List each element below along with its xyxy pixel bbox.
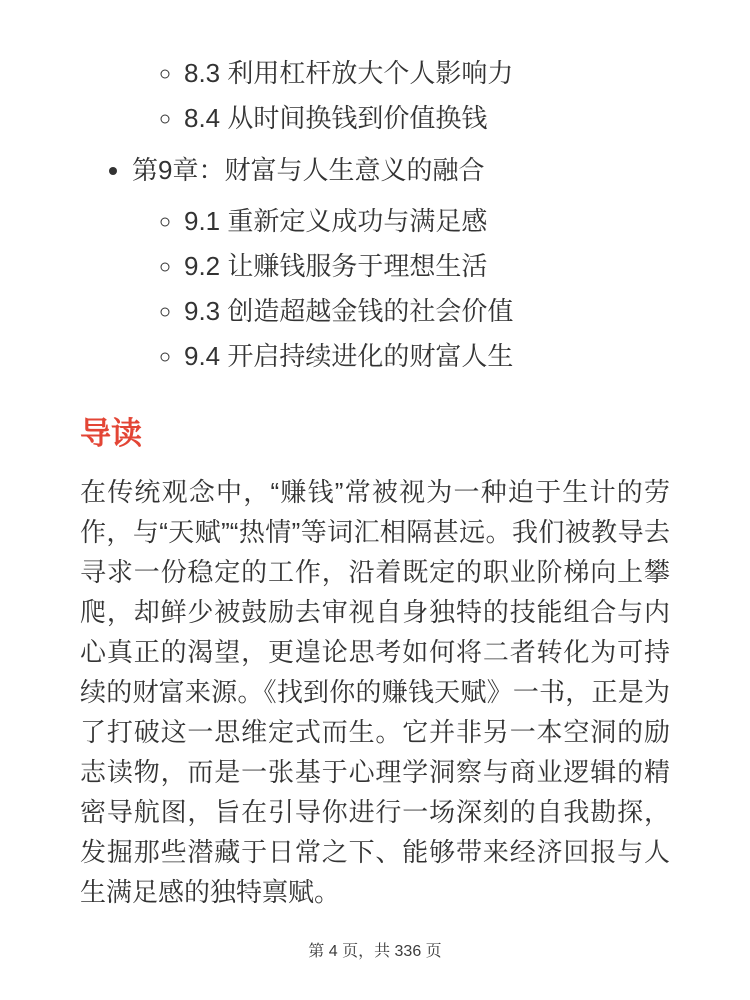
toc-item-9-2: ◦ 9.2 让赚钱服务于理想生活	[184, 244, 670, 289]
toc-item-chapter9	[132, 147, 670, 385]
toc-item-8-4: ◦ 8.4 从时间换钱到价值换钱	[184, 95, 670, 140]
toc-item-9-1: ◦ 9.1 重新定义成功与满足感	[184, 199, 670, 244]
toc-chapter9-title: 第9章：财富与人生意义的融合	[132, 154, 485, 185]
section-heading: 导读	[80, 416, 142, 451]
toc-item-8-3: ◦ 8.3 利用杠杆放大个人影响力	[184, 50, 670, 95]
toc-chapter9-sublist	[132, 186, 670, 379]
page-number-footer: 第 4 页，共 336 页	[308, 943, 442, 960]
toc-item-9-4: ◦ 9.4 开启持续进化的财富人生	[184, 334, 670, 379]
toc-chapter8-sublist	[80, 50, 670, 140]
intro-paragraph: 在传统观念中，“赚钱”常被视为一种迫于生计的劳作，与“天赋”“热情”等词汇相隔甚远。我们被教导去寻求一份稳定的工作，沿着既定的职业阶梯向上攀爬，却鲜少被鼓励去审视自身独特的技能组合与内心真正的渴望，更遑论思考如何将二者转化为可持续的财富来源。《找到你的赚钱天赋》一书，正是为了打破这一思维定式而生。它并非另一本空洞的励志读物，而是一张基于心理学洞察与商业逻辑的精密导航图，旨在引导你进行一场深刻的自我勘探，发掘那些潜藏于日常之下、能够带来经济回报与人生满足感的独特禀赋。	[80, 477, 670, 907]
toc-item-9-3: ◦ 9.3 创造超越金钱的社会价值	[184, 289, 670, 334]
toc-chapter-list	[80, 140, 670, 385]
